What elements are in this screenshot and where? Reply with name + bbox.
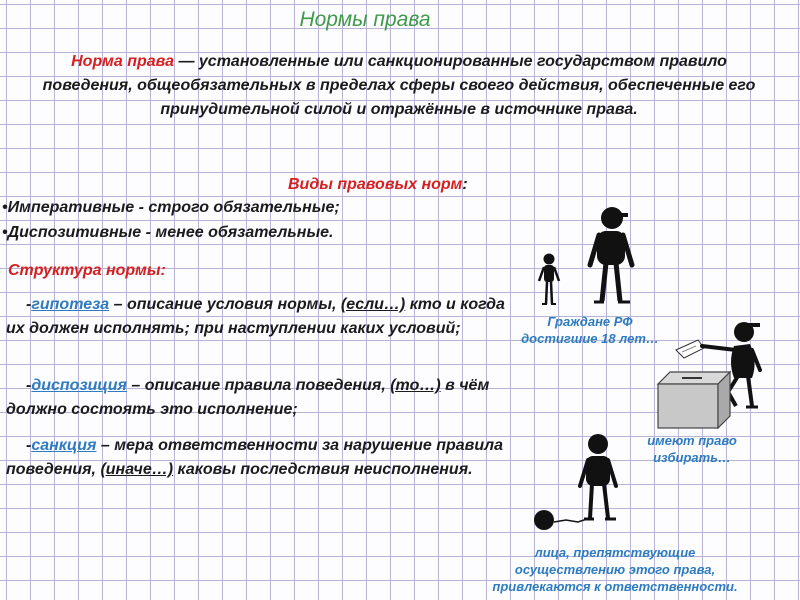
disposition-text: – описание правила поведения, [126,377,391,394]
hypothesis-paragraph [6,293,516,341]
disposition-term: диспозиция [31,377,127,394]
sanction-rest: каковы последствия неисполнения. [173,461,473,478]
type-item-dispositive: •Диспозитивные - менее обязательные. [2,224,334,241]
citizens-caption-line-1: Граждане РФ [547,314,633,329]
citizens-caption-line-2: достигшие 18 лет… [521,331,659,346]
ballot-box-icon [656,368,732,430]
vote-caption-line-2: избирать… [653,450,731,465]
hypothesis-dash: - [26,296,32,313]
child-figure-icon [536,252,562,308]
liability-caption-line-3: привлекаются к ответственности. [492,579,738,594]
liability-caption [446,544,784,595]
vote-caption [632,432,752,466]
hypothesis-term: гипотеза [31,296,110,313]
adult-figure-icon [582,205,638,307]
hypothesis-rest: кто и когда их должен исполнять; при наступлении каких условий; [6,296,505,337]
disposition-rest: в чём должно состоять это исполнение; [6,377,490,418]
page-title: Нормы права [299,8,431,31]
types-heading [288,176,468,194]
structure-heading: Структура нормы: [8,262,166,279]
disposition-paragraph [6,374,516,422]
definition [28,50,770,122]
sanction-term: санкция [31,437,97,454]
sanction-paragraph [6,434,516,482]
sanction-dash: - [26,437,32,454]
disposition-marker: (то…) [390,377,441,394]
types-heading-text: Виды правовых норм [288,176,463,193]
type-item-imperative: •Императивные - строго обязательные; [2,199,340,216]
prisoner-figure-icon [528,430,638,534]
hypothesis-text: – описание условия нормы, [109,296,341,313]
vote-caption-line-1: имеют право [647,433,737,448]
citizens-caption [500,313,680,347]
sanction-marker: (иначе…) [100,461,174,478]
disposition-dash: - [26,377,32,394]
definition-term: Норма права [71,53,174,70]
liability-caption-line-1: лица, препятствующие [534,545,696,560]
hypothesis-marker: (если…) [340,296,406,313]
definition-text: — установленные или санкционированные государством правило поведения, общеобязательных в пределах сферы своего действия, обеспеченные его принудительной силой и отражённые в источнике права. [42,53,756,118]
liability-caption-line-2: осуществлению этого права, [514,562,716,577]
types-heading-colon: : [462,176,468,193]
sanction-text: – мера ответственности за нарушение правила поведения, [6,437,503,478]
